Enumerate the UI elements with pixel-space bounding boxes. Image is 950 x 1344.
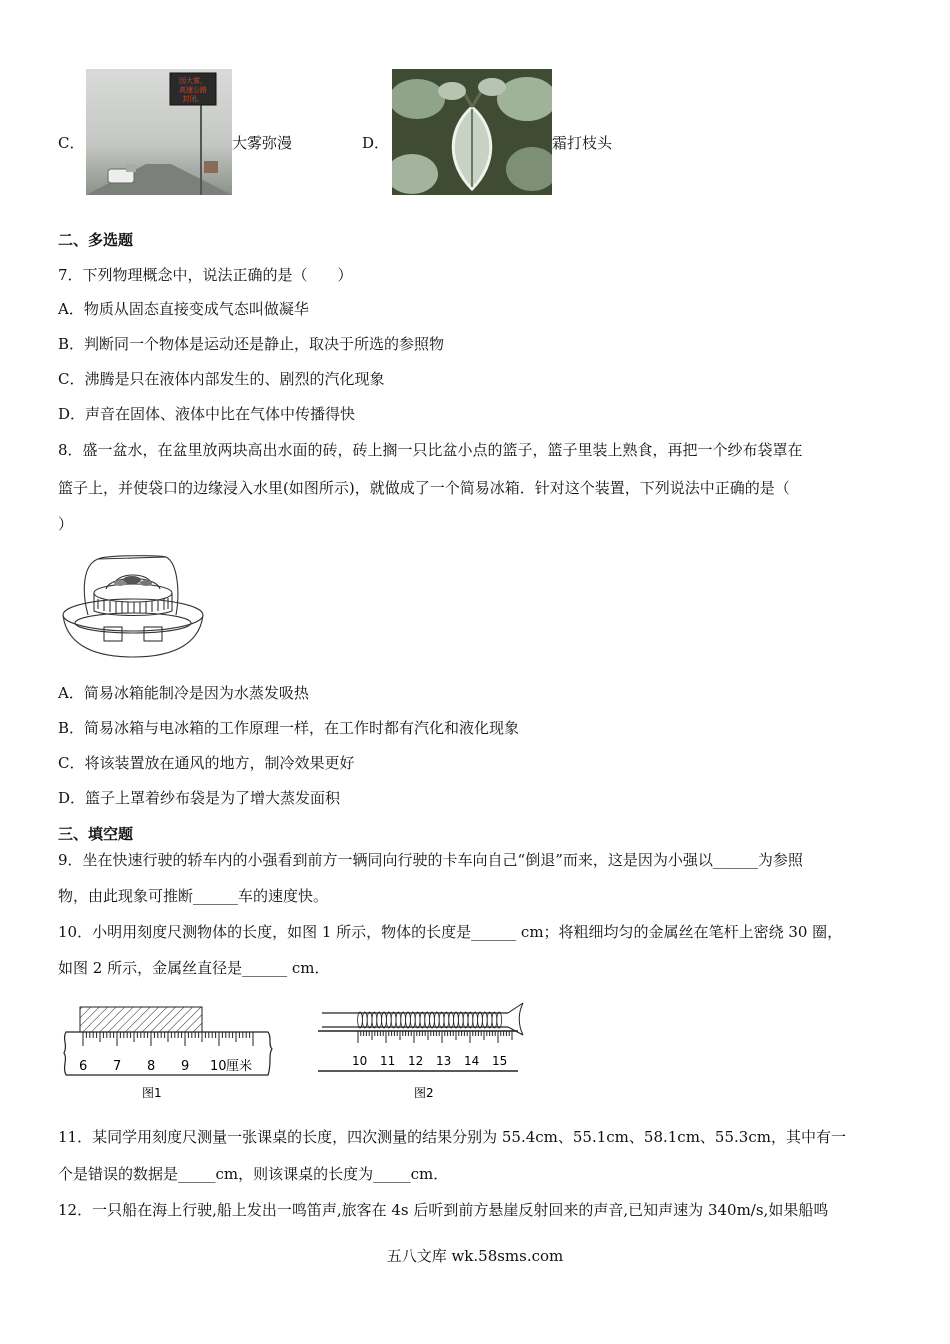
fig2-coil-turn bbox=[367, 1012, 372, 1028]
fig2-coil-turn bbox=[386, 1012, 391, 1028]
fig2-tick-13: 13 bbox=[436, 1054, 452, 1068]
fig2-coil-turn bbox=[454, 1012, 459, 1028]
simple-fridge-diagram bbox=[58, 553, 208, 661]
question-7-stem: 7．下列物理概念中，说法正确的是（ ） bbox=[58, 266, 353, 284]
fig2-coil-turn bbox=[391, 1012, 396, 1028]
fig2-coil-turn bbox=[492, 1012, 497, 1028]
fig2-tick-11: 11 bbox=[380, 1054, 396, 1068]
question-11-line-2: 个是错误的数据是_____cm，则该课桌的长度为_____cm． bbox=[58, 1165, 449, 1183]
page-footer: 五八文库 wk.58sms.com bbox=[386, 1247, 564, 1265]
fig2-coil-turn bbox=[406, 1012, 411, 1028]
question-9-line-2: 物，由此现象可推断______车的速度快。 bbox=[58, 887, 329, 905]
fig2-coil-turn bbox=[410, 1012, 415, 1028]
fig2-coil-turn bbox=[473, 1012, 478, 1028]
fog-image bbox=[86, 69, 232, 195]
sign-line-2: 高速公路 bbox=[179, 86, 207, 94]
question-8-option-a: A．简易冰箱能制冷是因为水蒸发吸热 bbox=[58, 684, 309, 702]
question-8-option-d: D．篮子上罩着纱布袋是为了增大蒸发面积 bbox=[58, 789, 341, 807]
sign-line-3: 封闭。 bbox=[182, 95, 204, 103]
option-d-caption: 霜打枝头 bbox=[552, 134, 613, 152]
fig2-coil-turn bbox=[487, 1012, 492, 1028]
question-11-line-1: 11．某同学用刻度尺测量一张课桌的长度，四次测量的结果分别为 55.4cm、55.1cm、58.1cm、55.3cm，其中有一 bbox=[58, 1128, 846, 1146]
fig2-coil-turn bbox=[372, 1012, 377, 1028]
fig2-coil-turn bbox=[449, 1012, 454, 1028]
fig2-coil-turn bbox=[482, 1012, 487, 1028]
fig1-tick-9: 9 bbox=[181, 1059, 190, 1074]
fig2-coil-turn bbox=[439, 1012, 444, 1028]
fig2-coil-turn bbox=[425, 1012, 430, 1028]
fig2-coil-turn bbox=[497, 1012, 502, 1028]
fog-photo bbox=[86, 69, 232, 195]
question-7-option-d: D．声音在固体、液体中比在气体中传播得快 bbox=[58, 405, 356, 423]
fig2-coil-turn bbox=[396, 1012, 401, 1028]
question-10-line-1: 10．小明用刻度尺测物体的长度，如图 1 所示，物体的长度是______ cm；将粗细均匀的金属丝在笔杆上密绕 30 圈， bbox=[58, 923, 843, 941]
fig2-tick-15: 15 bbox=[492, 1054, 508, 1068]
option-c-label: C． bbox=[58, 134, 85, 152]
question-10-line-2: 如图 2 所示，金属丝直径是______ cm． bbox=[58, 959, 330, 977]
question-8-line-1: 8．盛一盆水，在盆里放两块高出水面的砖，砖上搁一只比盆小点的篮子，篮子里装上熟食，再把一个纱布袋罩在 bbox=[58, 441, 803, 459]
fig1-unit: 厘米 bbox=[226, 1059, 253, 1074]
question-7-option-b: B．判断同一个物体是运动还是静止，取决于所选的参照物 bbox=[58, 335, 445, 353]
fig2-tick-12: 12 bbox=[408, 1054, 424, 1068]
sign-line-1: 因大雾， bbox=[179, 77, 207, 85]
section-heading-fill-in: 三、填空题 bbox=[58, 825, 134, 843]
question-7-option-c: C．沸腾是只在液体内部发生的、剧烈的汽化现象 bbox=[58, 370, 385, 388]
option-c-caption: 大雾弥漫 bbox=[232, 134, 293, 152]
figure-2-drawing bbox=[318, 993, 528, 1101]
fig2-coil-turn bbox=[463, 1012, 468, 1028]
fig2-coil-turn bbox=[468, 1012, 473, 1028]
fig2-coil-turn bbox=[377, 1012, 382, 1028]
question-9-line-1: 9．坐在快速行驶的轿车内的小强看到前方一辆同向行驶的卡车向自己“倒退”而来，这是因为小强以______为参照 bbox=[58, 851, 803, 869]
question-8-line-2: 篮子上，并使袋口的边缘浸入水里(如图所示)，就做成了一个简易冰箱．针对这个装置，下列说法中正确的是（ bbox=[58, 479, 790, 497]
simple-fridge-drawing bbox=[58, 553, 208, 661]
fig1-caption: 图1 bbox=[142, 1086, 162, 1100]
figure-1-ruler bbox=[58, 997, 278, 1101]
fig2-coil-turn bbox=[458, 1012, 463, 1028]
figure-1-drawing bbox=[58, 997, 278, 1101]
figure-2-wire-coil bbox=[318, 993, 528, 1101]
option-d-label: D． bbox=[362, 134, 390, 152]
fig1-tick-10: 10 bbox=[210, 1059, 227, 1074]
fig2-tick-14: 14 bbox=[464, 1054, 480, 1068]
question-8-line-3: ） bbox=[58, 515, 74, 533]
fig2-tick-10: 10 bbox=[352, 1054, 368, 1068]
fig2-coil-turn bbox=[415, 1012, 420, 1028]
frost-image bbox=[392, 69, 552, 195]
frost-photo bbox=[392, 69, 552, 195]
question-7-option-a: A．物质从固态直接变成气态叫做凝华 bbox=[58, 300, 309, 318]
fig2-coil-turn bbox=[362, 1012, 367, 1028]
fig1-tick-6: 6 bbox=[79, 1059, 88, 1074]
fig2-caption: 图2 bbox=[414, 1086, 434, 1100]
fig2-coil-turn bbox=[478, 1012, 483, 1028]
fig2-coil-turn bbox=[430, 1012, 435, 1028]
fig1-tick-8: 8 bbox=[147, 1059, 156, 1074]
section-heading-multiple-choice: 二、多选题 bbox=[58, 231, 134, 249]
question-12-line-1: 12．一只船在海上行驶,船上发出一鸣笛声,旅客在 4s 后听到前方悬崖反射回来的声音,已知声速为 340m/s,如果船鸣 bbox=[58, 1201, 829, 1219]
fig2-coil-turn bbox=[444, 1012, 449, 1028]
fig2-coil-turn bbox=[358, 1012, 363, 1028]
question-8-option-b: B．简易冰箱与电冰箱的工作原理一样，在工作时都有汽化和液化现象 bbox=[58, 719, 520, 737]
fig2-coil-turn bbox=[420, 1012, 425, 1028]
fig2-coil-turn bbox=[434, 1012, 439, 1028]
question-8-option-c: C．将该装置放在通风的地方，制冷效果更好 bbox=[58, 754, 355, 772]
fig1-tick-7: 7 bbox=[113, 1059, 122, 1074]
fig2-coil-turn bbox=[401, 1012, 406, 1028]
fig2-coil-turn bbox=[382, 1012, 387, 1028]
